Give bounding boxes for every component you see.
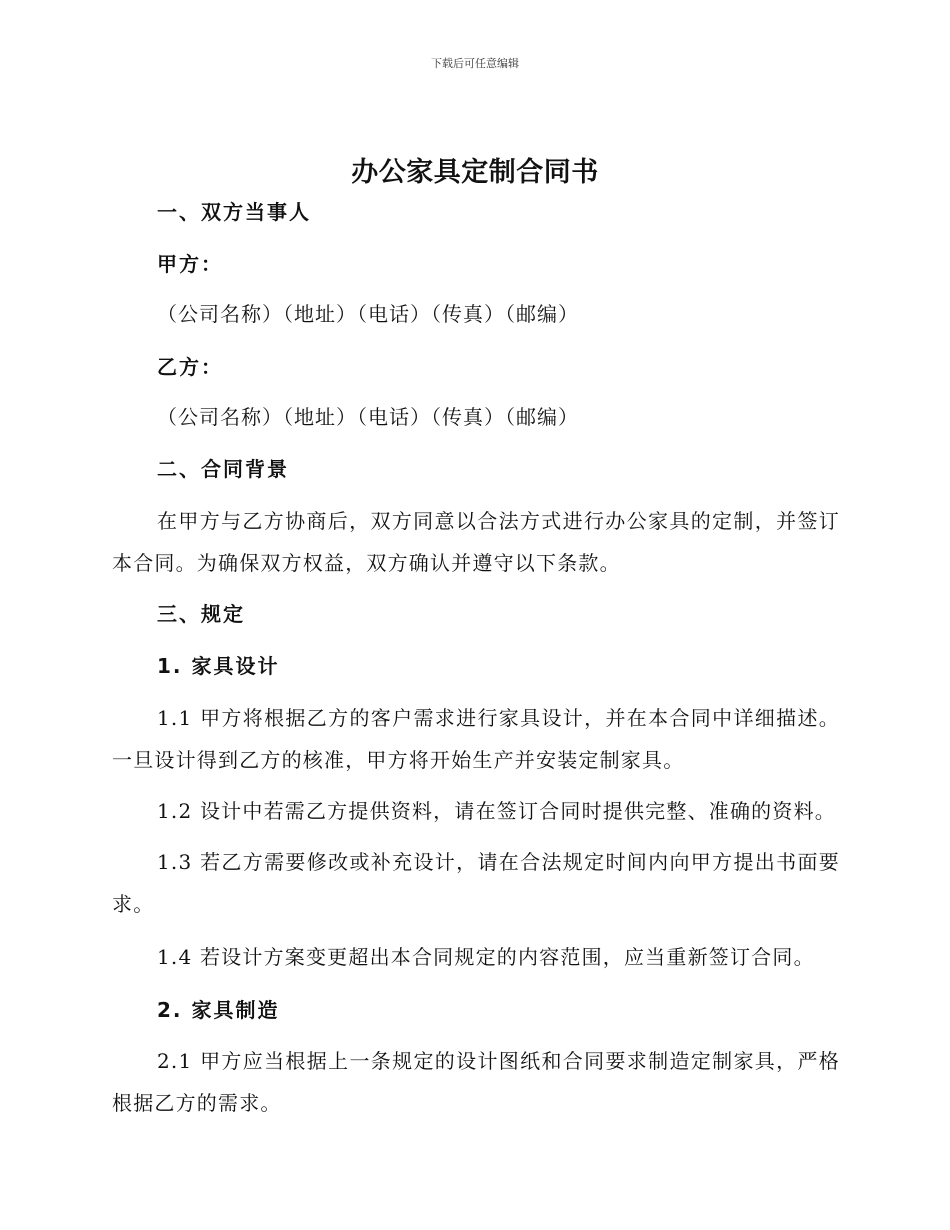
clause-1-3: 1.3 若乙方需要修改或补充设计，请在合法规定时间内向甲方提出书面要求。 xyxy=(112,850,840,916)
header-note: 下载后可任意编辑 xyxy=(431,57,519,70)
party-b-label: 乙方： xyxy=(157,355,223,379)
clause-1-4: 1.4 若设计方案变更超出本合同规定的内容范围，应当重新签订合同。 xyxy=(157,945,815,969)
document-title: 办公家具定制合同书 xyxy=(351,157,599,188)
subsection1-heading: 1. 家具设计 xyxy=(157,654,280,678)
section3-heading: 三、规定 xyxy=(157,602,245,626)
section1-heading: 一、双方当事人 xyxy=(157,200,311,224)
party-a-fields: （公司名称）（地址）（电话）（传真）（邮编） xyxy=(157,302,579,326)
clause-1-1: 1.1 甲方将根据乙方的客户需求进行家具设计，并在本合同中详细描述。一旦设计得到乙方的核准，甲方将开始生产并安装定制家具。 xyxy=(112,706,840,772)
clause-1-2: 1.2 设计中若需乙方提供资料，请在签订合同时提供完整、准确的资料。 xyxy=(157,799,836,823)
clause-2-1: 2.1 甲方应当根据上一条规定的设计图纸和合同要求制造定制家具，严格根据乙方的需求。 xyxy=(112,1049,840,1115)
party-b-fields: （公司名称）（地址）（电话）（传真）（邮编） xyxy=(157,405,579,429)
section2-body: 在甲方与乙方协商后，双方同意以合法方式进行办公家具的定制，并签订本合同。为确保双方权益，双方确认并遵守以下条款。 xyxy=(112,509,840,575)
subsection2-heading: 2. 家具制造 xyxy=(157,998,280,1022)
section2-heading: 二、合同背景 xyxy=(157,457,289,481)
party-a-label: 甲方： xyxy=(157,252,223,276)
